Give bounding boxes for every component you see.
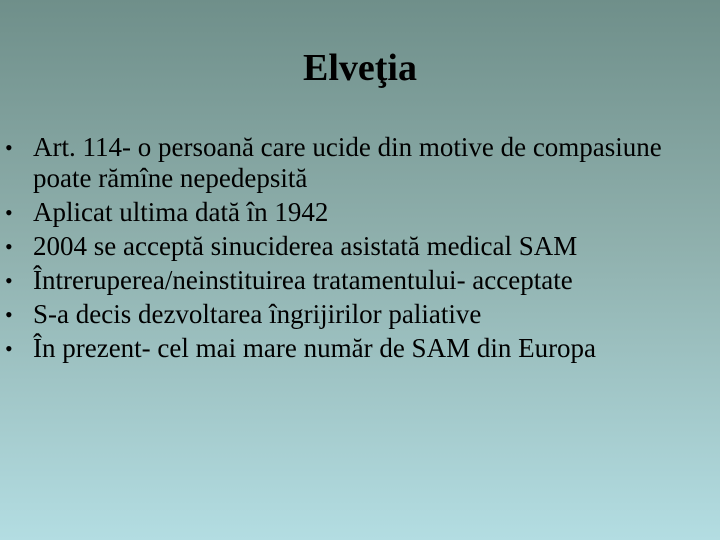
bullet-text: 2004 se acceptă sinuciderea asistată medical SAM — [33, 231, 578, 261]
bullet-item — [0, 333, 720, 364]
bullet-icon: • — [5, 336, 13, 361]
bullet-item — [0, 197, 720, 228]
bullet-text: Aplicat ultima dată în 1942 — [33, 197, 329, 227]
bullet-text: S-a decis dezvoltarea îngrijirilor paliative — [33, 299, 482, 329]
bullet-item — [0, 132, 720, 194]
bullet-icon: • — [5, 268, 13, 293]
bullet-text: În prezent- cel mai mare număr de SAM din Europa — [33, 333, 597, 363]
bullet-item — [0, 231, 720, 262]
bullet-icon: • — [5, 200, 13, 225]
bullet-text: Art. 114- o persoană care ucide din motive de compasiune poate rămîne nepedepsită — [33, 132, 662, 193]
bullet-text: Întreruperea/neinstituirea tratamentului- acceptate — [33, 265, 573, 295]
slide-title-text: Elveţia — [303, 47, 417, 89]
bullet-icon: • — [5, 234, 13, 259]
slide-title — [0, 46, 720, 90]
bullet-item — [0, 299, 720, 330]
bullet-list — [0, 132, 720, 367]
bullet-item — [0, 265, 720, 296]
bullet-icon: • — [5, 302, 13, 327]
bullet-icon: • — [5, 135, 13, 160]
